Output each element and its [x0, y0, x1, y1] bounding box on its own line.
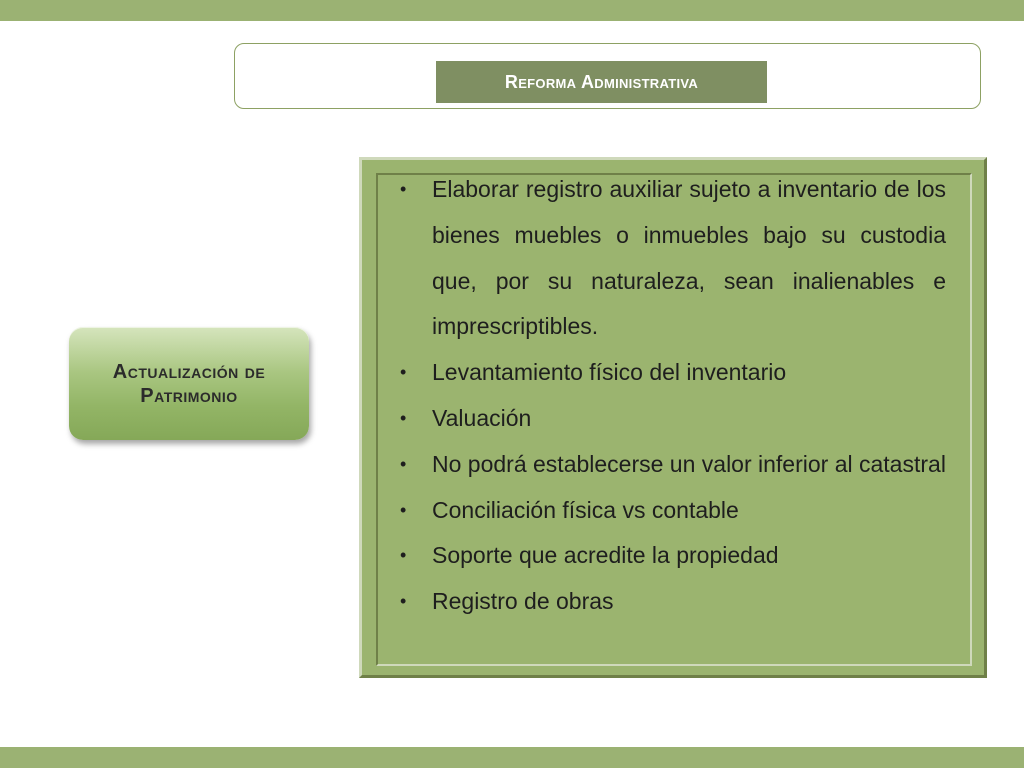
list-item-text: Levantamiento físico del inventario — [432, 359, 787, 386]
bottom-decorative-band — [0, 747, 1024, 768]
list-item — [394, 579, 946, 625]
section-label-line2: Patrimonio — [140, 384, 238, 407]
title-box — [436, 61, 767, 103]
bullet-icon: • — [400, 179, 407, 199]
top-decorative-band — [0, 0, 1024, 21]
actualizacion-patrimonio-button[interactable] — [69, 327, 309, 440]
bullet-icon: • — [400, 499, 407, 520]
page-title: Reforma Administrativa — [504, 71, 699, 92]
bullet-icon: • — [400, 591, 407, 612]
list-item — [394, 396, 946, 442]
list-item-text: Elaborar registro auxiliar sujeto a inventario de los bienes muebles o inmuebles bajo su custodia que, por su naturaleza, sean inalienables e imprescriptibles. — [432, 176, 946, 340]
bullet-icon: • — [400, 407, 407, 428]
list-item-text: Valuación — [432, 404, 532, 431]
list-item-text: Conciliación física vs contable — [432, 496, 739, 523]
bullet-icon: • — [400, 362, 407, 383]
list-item — [394, 350, 946, 396]
list-item — [394, 488, 946, 534]
list-item-text: Soporte que acredite la propiedad — [432, 542, 779, 569]
bullet-icon: • — [400, 545, 407, 566]
section-label-line1: Actualización de — [112, 360, 266, 383]
list-item-text: Registro de obras — [432, 588, 614, 615]
bullet-list — [394, 167, 946, 625]
list-item — [394, 442, 946, 488]
list-item — [394, 533, 946, 579]
bullet-icon: • — [400, 453, 407, 474]
list-item — [394, 167, 946, 350]
list-item-text: No podrá establecerse un valor inferior al catastral — [432, 450, 946, 477]
